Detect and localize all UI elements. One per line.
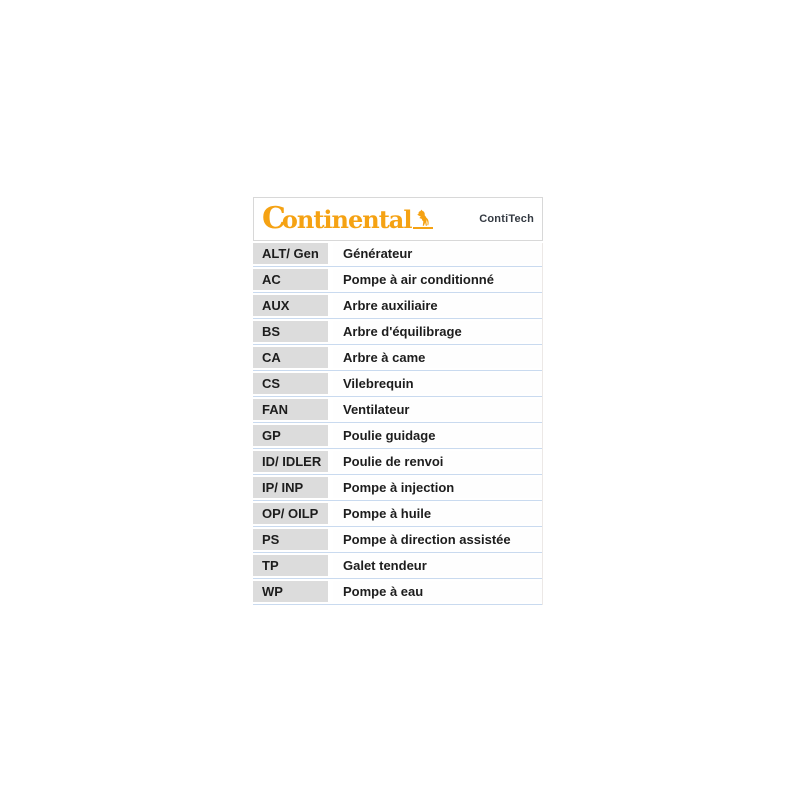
description-cell: Poulie de renvoi bbox=[333, 451, 542, 472]
abbreviation-cell: CS bbox=[253, 373, 328, 394]
table-row bbox=[253, 269, 542, 293]
continental-logo bbox=[262, 201, 433, 236]
abbreviation-cell: FAN bbox=[253, 399, 328, 420]
table-row bbox=[253, 503, 542, 527]
abbreviation-cell: AUX bbox=[253, 295, 328, 316]
table-row bbox=[253, 451, 542, 475]
table-row bbox=[253, 555, 542, 579]
description-cell: Vilebrequin bbox=[333, 373, 542, 394]
logo-underline bbox=[413, 208, 433, 229]
description-cell: Galet tendeur bbox=[333, 555, 542, 576]
abbreviation-cell: TP bbox=[253, 555, 328, 576]
abbreviation-cell: CA bbox=[253, 347, 328, 368]
table-row bbox=[253, 581, 542, 605]
table-row bbox=[253, 529, 542, 553]
description-cell: Pompe à direction assistée bbox=[333, 529, 542, 550]
abbreviation-cell: ID/ IDLER bbox=[253, 451, 328, 472]
abbreviation-cell: OP/ OILP bbox=[253, 503, 328, 524]
description-cell: Arbre auxiliaire bbox=[333, 295, 542, 316]
abbreviation-cell: BS bbox=[253, 321, 328, 342]
table-row bbox=[253, 425, 542, 449]
abbreviation-cell: AC bbox=[253, 269, 328, 290]
description-cell: Arbre à came bbox=[333, 347, 542, 368]
table-row bbox=[253, 347, 542, 371]
table-row bbox=[253, 321, 542, 345]
description-cell: Arbre d'équilibrage bbox=[333, 321, 542, 342]
table-row bbox=[253, 295, 542, 319]
table-row bbox=[253, 373, 542, 397]
brand-header bbox=[253, 197, 543, 241]
table-row bbox=[253, 477, 542, 501]
abbreviation-cell: IP/ INP bbox=[253, 477, 328, 498]
description-cell: Poulie guidage bbox=[333, 425, 542, 446]
description-cell: Pompe à air conditionné bbox=[333, 269, 542, 290]
description-cell: Pompe à eau bbox=[333, 581, 542, 602]
abbreviation-cell: WP bbox=[253, 581, 328, 602]
legend-panel bbox=[253, 197, 543, 607]
table-row bbox=[253, 399, 542, 423]
description-cell: Pompe à huile bbox=[333, 503, 542, 524]
legend-rows bbox=[253, 243, 543, 605]
rearing-horse-icon bbox=[416, 208, 431, 227]
abbreviation-cell: GP bbox=[253, 425, 328, 446]
description-cell: Ventilateur bbox=[333, 399, 542, 420]
description-cell: Générateur bbox=[333, 243, 542, 264]
description-cell: Pompe à injection bbox=[333, 477, 542, 498]
abbreviation-cell: PS bbox=[253, 529, 328, 550]
contitech-label: ContiTech bbox=[479, 213, 534, 225]
logo-wordmark-initial: C bbox=[262, 201, 284, 236]
table-row bbox=[253, 243, 542, 267]
logo-wordmark-rest: ontinental bbox=[281, 205, 412, 234]
abbreviation-cell: ALT/ Gen bbox=[253, 243, 328, 264]
